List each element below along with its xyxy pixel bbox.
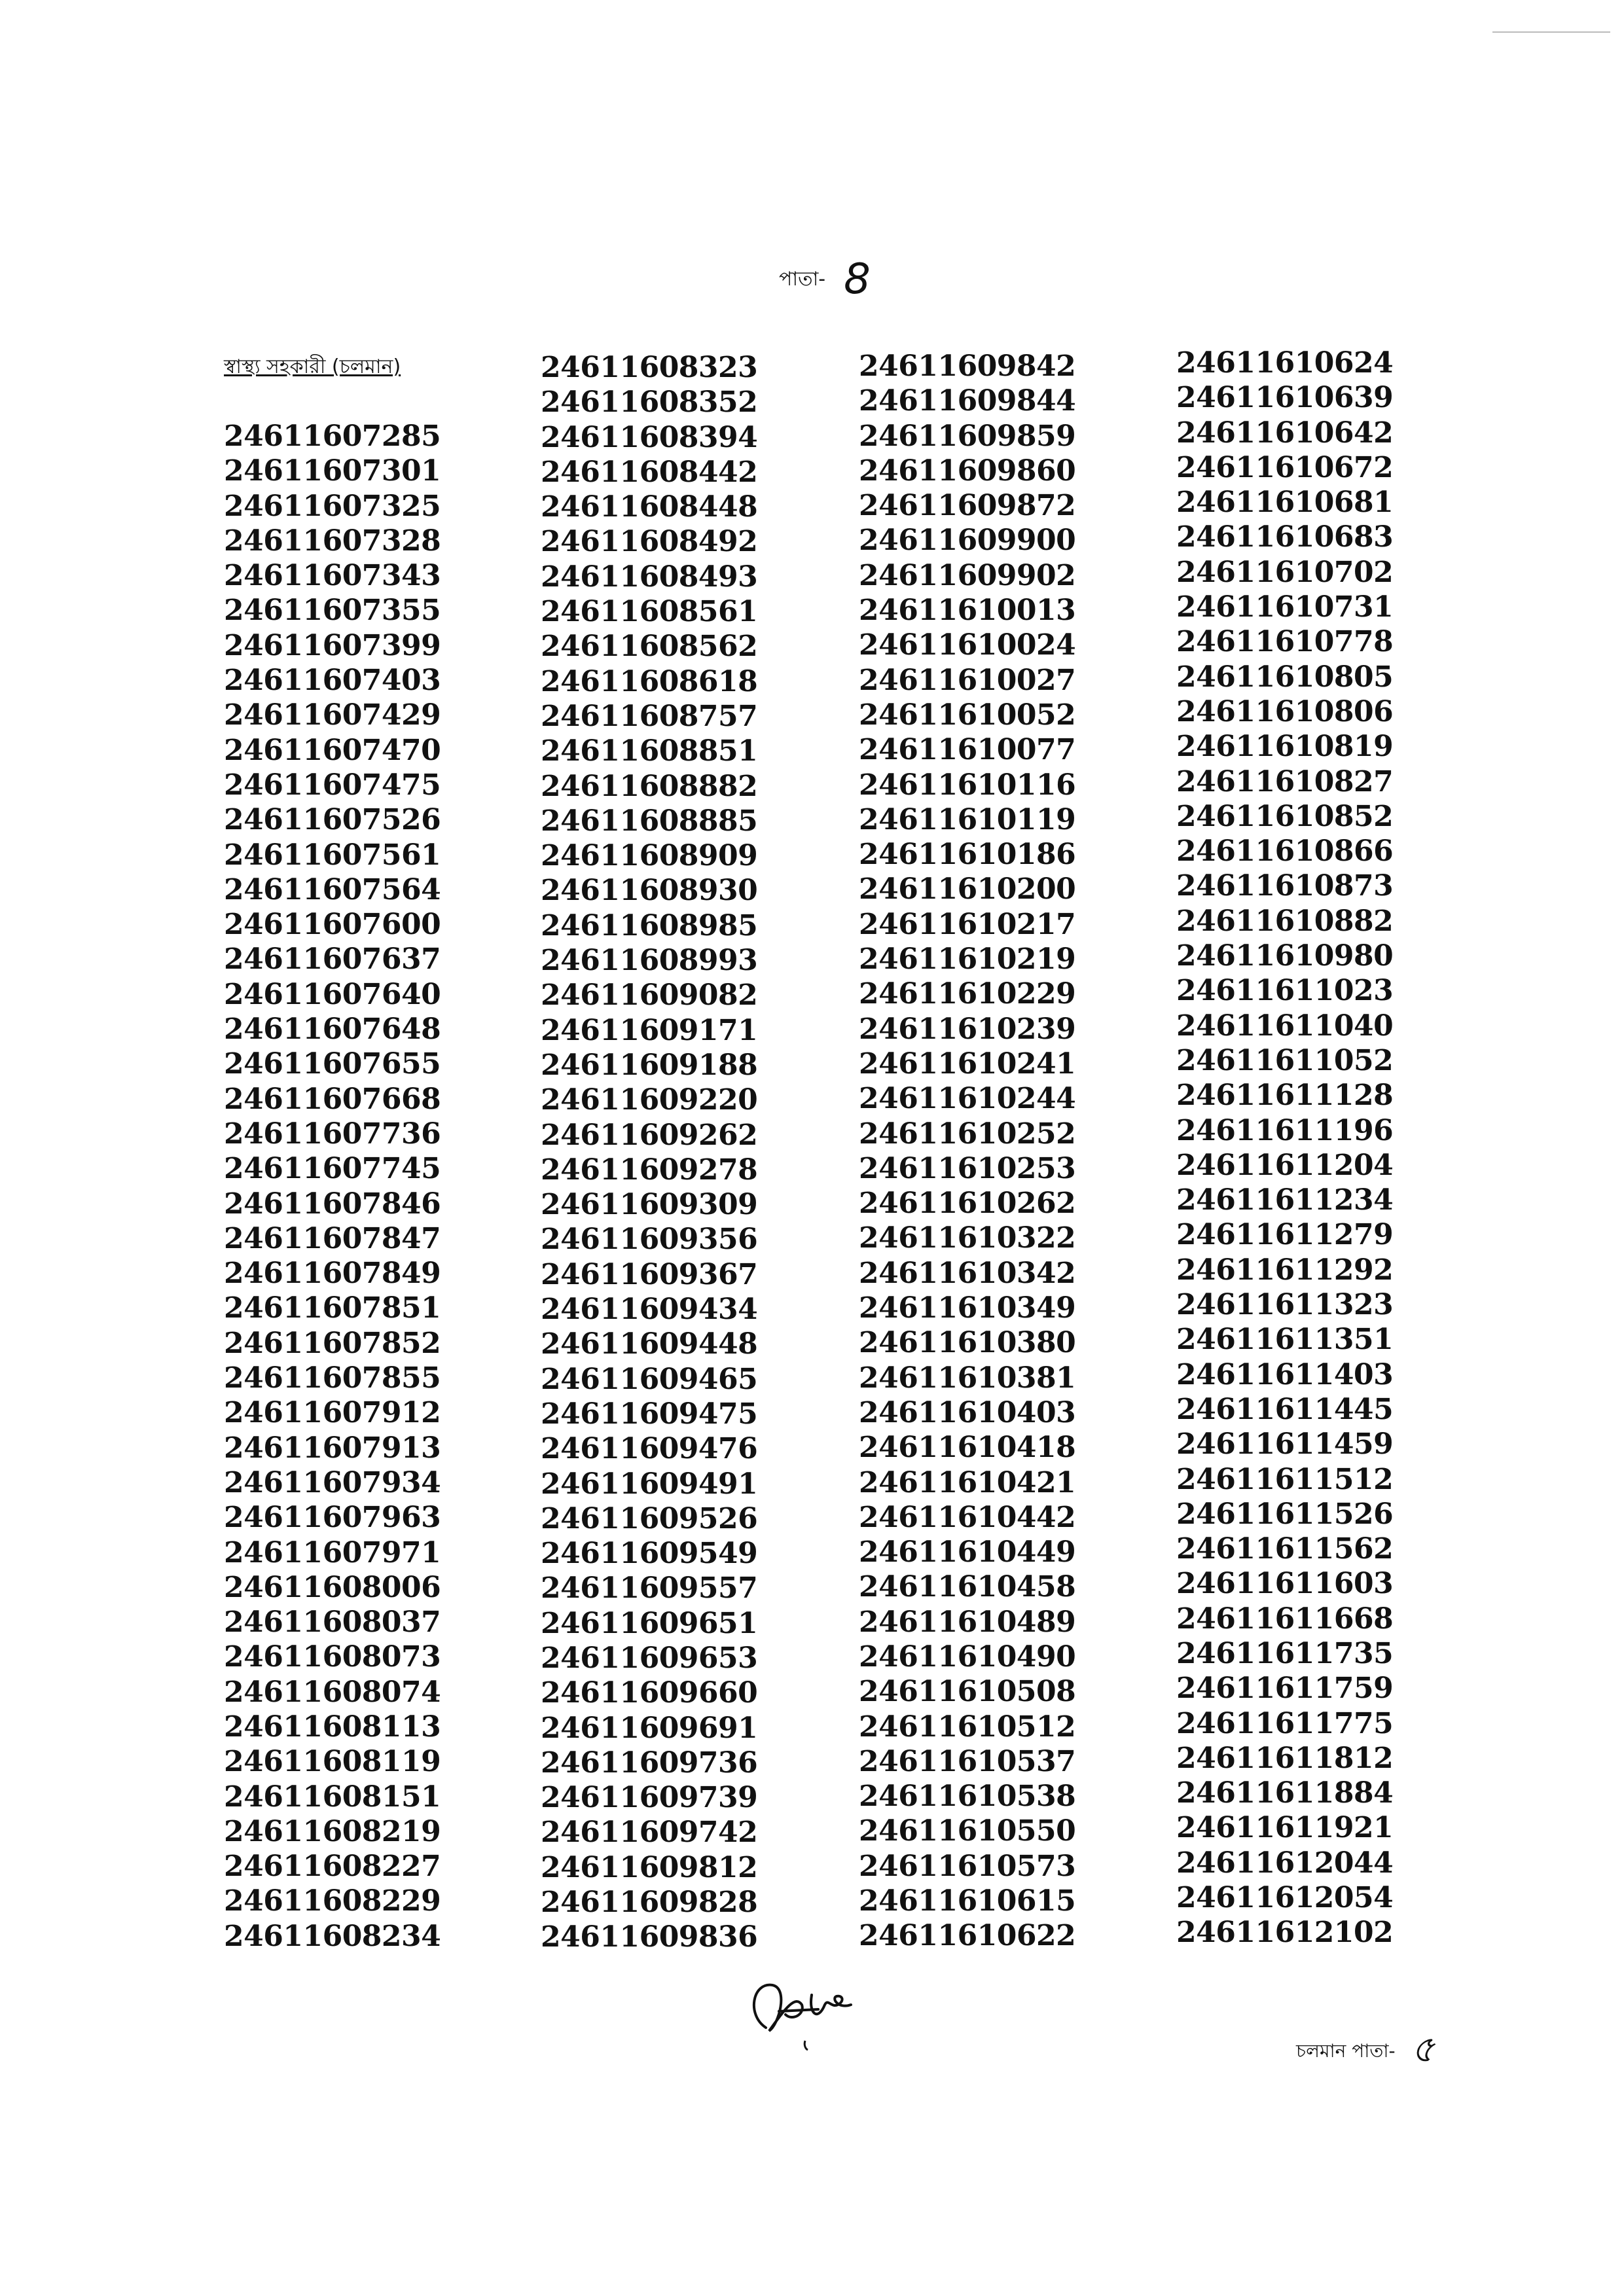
roll-number: 24611611128 <box>1176 1079 1394 1113</box>
roll-number: 24611608492 <box>541 525 758 559</box>
roll-number: 24611610852 <box>1176 799 1394 833</box>
roll-number: 24611607912 <box>224 1396 441 1430</box>
roll-number: 24611610624 <box>1176 346 1394 380</box>
roll-number: 24611609902 <box>859 558 1076 592</box>
roll-number: 24611610013 <box>859 594 1076 628</box>
roll-number: 24611610573 <box>859 1849 1076 1883</box>
roll-number: 24611608618 <box>541 664 758 698</box>
roll-number: 24611608448 <box>541 490 758 524</box>
roll-number: 24611611292 <box>1176 1253 1394 1287</box>
roll-number: 24611611759 <box>1176 1672 1394 1706</box>
roll-number: 24611610116 <box>859 768 1076 802</box>
roll-number: 24611609082 <box>541 978 758 1013</box>
roll-number: 24611607913 <box>224 1431 441 1465</box>
roll-number: 24611610186 <box>859 838 1076 872</box>
roll-number: 24611609465 <box>541 1362 758 1396</box>
roll-number: 24611607600 <box>224 908 441 942</box>
roll-number: 24611608442 <box>541 455 758 489</box>
roll-number: 24611610381 <box>859 1361 1076 1395</box>
roll-number: 24611609736 <box>541 1746 758 1780</box>
roll-number: 24611610458 <box>859 1570 1076 1604</box>
roll-number: 24611611884 <box>1176 1776 1394 1810</box>
roll-number: 24611610239 <box>859 1012 1076 1046</box>
roll-number: 24611607325 <box>224 489 441 523</box>
roll-number: 24611607355 <box>224 594 441 628</box>
roll-number: 24611611512 <box>1176 1462 1394 1496</box>
roll-number: 24611610615 <box>859 1884 1076 1918</box>
roll-number: 24611610442 <box>859 1500 1076 1534</box>
roll-number: 24611611196 <box>1176 1113 1394 1147</box>
roll-number: 24611610024 <box>859 628 1076 662</box>
roll-number: 24611608882 <box>541 769 758 803</box>
roll-number: 24611607934 <box>224 1465 441 1499</box>
roll-number: 24611608323 <box>541 351 758 384</box>
roll-number: 24611610027 <box>859 663 1076 697</box>
roll-number: 24611609859 <box>859 419 1076 453</box>
roll-number: 24611608219 <box>224 1814 441 1848</box>
roll-number: 24611611204 <box>1176 1148 1394 1182</box>
roll-number: 24611609171 <box>541 1013 758 1047</box>
roll-number: 24611609309 <box>541 1188 758 1222</box>
roll-number: 24611610342 <box>859 1256 1076 1290</box>
roll-number: 24611611526 <box>1176 1497 1394 1531</box>
roll-number: 24611610349 <box>859 1291 1076 1325</box>
roll-number: 24611609742 <box>541 1816 758 1850</box>
roll-number: 24611609278 <box>541 1153 758 1187</box>
roll-number: 24611607640 <box>224 977 441 1011</box>
roll-number: 24611611603 <box>1176 1567 1394 1601</box>
roll-number: 24611611351 <box>1176 1323 1394 1357</box>
roll-number: 24611607963 <box>224 1501 441 1535</box>
roll-number: 24611609660 <box>541 1676 758 1710</box>
roll-number: 24611610077 <box>859 733 1076 767</box>
roll-number: 24611610537 <box>859 1744 1076 1778</box>
roll-number: 24611609828 <box>541 1886 758 1920</box>
roll-number: 24611611403 <box>1176 1357 1394 1391</box>
roll-number: 24611610252 <box>859 1117 1076 1151</box>
roll-number: 24611611052 <box>1176 1043 1394 1077</box>
roll-number: 24611611445 <box>1176 1392 1394 1426</box>
roll-number: 24611609651 <box>541 1606 758 1640</box>
roll-number: 24611609842 <box>859 350 1076 383</box>
roll-number: 24611607668 <box>224 1082 441 1116</box>
scan-edge-line <box>1492 31 1610 33</box>
roll-number: 24611611735 <box>1176 1636 1394 1670</box>
roll-number: 24611608151 <box>224 1780 441 1814</box>
roll-number: 24611610512 <box>859 1710 1076 1744</box>
roll-number: 24611610403 <box>859 1395 1076 1429</box>
roll-number: 24611607399 <box>224 628 441 662</box>
roll-number: 24611610490 <box>859 1640 1076 1674</box>
roll-number: 24611610882 <box>1176 904 1394 938</box>
roll-number: 24611610200 <box>859 872 1076 906</box>
roll-number: 24611609872 <box>859 489 1076 523</box>
roll-number: 24611608561 <box>541 595 758 629</box>
continued-page-note <box>1296 2021 1435 2083</box>
roll-number: 24611610418 <box>859 1431 1076 1465</box>
roll-number: 24611607470 <box>224 733 441 767</box>
roll-number: 24611607403 <box>224 664 441 698</box>
roll-number: 24611608352 <box>541 386 758 420</box>
roll-number: 24611609557 <box>541 1571 758 1605</box>
roll-number: 24611610639 <box>1176 381 1394 415</box>
roll-number: 24611611234 <box>1176 1183 1394 1217</box>
continued-page-number: ৫ <box>1411 2028 1435 2071</box>
roll-number: 24611609653 <box>541 1641 758 1675</box>
roll-number: 24611610449 <box>859 1535 1076 1570</box>
roll-number: 24611609476 <box>541 1432 758 1466</box>
roll-number: 24611609491 <box>541 1467 758 1501</box>
roll-number: 24611607429 <box>224 698 441 732</box>
roll-number: 24611608073 <box>224 1640 441 1674</box>
roll-number: 24611611040 <box>1176 1009 1394 1043</box>
roll-number: 24611609526 <box>541 1501 758 1535</box>
roll-number: 24611608227 <box>224 1850 441 1884</box>
roll-number: 24611610253 <box>859 1151 1076 1185</box>
roll-number: 24611609448 <box>541 1327 758 1361</box>
roll-number: 24611607301 <box>224 454 441 488</box>
roll-number: 24611607736 <box>224 1117 441 1151</box>
roll-number: 24611610980 <box>1176 939 1394 973</box>
roll-number: 24611610119 <box>859 802 1076 836</box>
roll-number: 24611608119 <box>224 1745 441 1779</box>
roll-number: 24611611562 <box>1176 1532 1394 1566</box>
roll-number: 24611611812 <box>1176 1741 1394 1775</box>
roll-number: 24611609900 <box>859 524 1076 558</box>
roll-number: 24611610489 <box>859 1605 1076 1639</box>
roll-number: 24611610538 <box>859 1780 1076 1814</box>
roll-number: 24611612102 <box>1176 1916 1394 1950</box>
roll-number: 24611607971 <box>224 1535 441 1570</box>
roll-number: 24611610681 <box>1176 486 1394 520</box>
roll-number: 24611607526 <box>224 803 441 837</box>
roll-number: 24611609549 <box>541 1537 758 1571</box>
roll-number: 24611607343 <box>224 559 441 593</box>
roll-number: 24611610731 <box>1176 590 1394 624</box>
roll-number: 24611609220 <box>541 1083 758 1117</box>
roll-column-1 <box>224 419 441 1954</box>
roll-number: 24611611775 <box>1176 1706 1394 1740</box>
roll-number: 24611608037 <box>224 1605 441 1640</box>
roll-number: 24611607475 <box>224 768 441 802</box>
roll-number: 24611608229 <box>224 1884 441 1918</box>
roll-number: 24611607655 <box>224 1047 441 1081</box>
roll-number: 24611610642 <box>1176 416 1394 450</box>
roll-number: 24611610052 <box>859 698 1076 732</box>
roll-number: 24611610819 <box>1176 730 1394 764</box>
roll-number: 24611609812 <box>541 1850 758 1884</box>
roll-number: 24611610322 <box>859 1221 1076 1255</box>
roll-number: 24611607847 <box>224 1221 441 1255</box>
roll-number: 24611608113 <box>224 1710 441 1744</box>
roll-number: 24611608493 <box>541 560 758 594</box>
roll-column-3 <box>859 349 1075 1954</box>
roll-number: 24611612044 <box>1176 1846 1394 1880</box>
roll-number: 24611611921 <box>1176 1811 1394 1845</box>
roll-column-4 <box>1176 346 1393 1950</box>
roll-number: 24611610683 <box>1176 520 1394 554</box>
roll-number: 24611609367 <box>541 1257 758 1291</box>
roll-number: 24611610672 <box>1176 450 1394 484</box>
roll-column-2 <box>541 350 757 1955</box>
roll-number: 24611607851 <box>224 1291 441 1325</box>
roll-number: 24611610805 <box>1176 660 1394 694</box>
roll-number: 24611609836 <box>541 1920 758 1954</box>
roll-number: 24611608885 <box>541 804 758 838</box>
roll-number: 24611608909 <box>541 839 758 873</box>
continued-label: চলমান পাতা- <box>1296 2039 1396 2062</box>
roll-number: 24611609475 <box>541 1397 758 1431</box>
roll-number: 24611608394 <box>541 420 758 454</box>
roll-number: 24611610866 <box>1176 834 1394 869</box>
roll-number: 24611608757 <box>541 699 758 733</box>
roll-number: 24611609356 <box>541 1223 758 1257</box>
roll-number: 24611607849 <box>224 1257 441 1291</box>
roll-number: 24611610217 <box>859 907 1076 941</box>
roll-number: 24611610806 <box>1176 694 1394 728</box>
roll-number: 24611610827 <box>1176 764 1394 798</box>
roll-number: 24611608993 <box>541 944 758 978</box>
roll-number: 24611607285 <box>224 420 441 453</box>
roll-number: 24611610622 <box>859 1919 1076 1953</box>
roll-number: 24611610550 <box>859 1814 1076 1848</box>
roll-number: 24611607561 <box>224 838 441 872</box>
page-number-value: 8 <box>844 255 871 304</box>
roll-number: 24611610508 <box>859 1675 1076 1709</box>
roll-number: 24611607855 <box>224 1361 441 1395</box>
roll-number: 24611609844 <box>859 384 1076 418</box>
roll-number: 24611608930 <box>541 874 758 908</box>
roll-number: 24611612054 <box>1176 1881 1394 1915</box>
roll-number: 24611611023 <box>1176 974 1394 1008</box>
roll-number: 24611611279 <box>1176 1218 1394 1252</box>
roll-number: 24611608006 <box>224 1570 441 1604</box>
roll-number: 24611610262 <box>859 1187 1076 1221</box>
roll-number: 24611608234 <box>224 1919 441 1953</box>
roll-number: 24611610380 <box>859 1326 1076 1360</box>
roll-number: 24611610702 <box>1176 555 1394 589</box>
roll-number: 24611607852 <box>224 1326 441 1360</box>
roll-number: 24611610873 <box>1176 869 1394 903</box>
roll-number: 24611609860 <box>859 454 1076 488</box>
roll-number: 24611609188 <box>541 1048 758 1082</box>
roll-number: 24611607637 <box>224 942 441 977</box>
roll-number: 24611610421 <box>859 1465 1076 1499</box>
page-label: পাতা- <box>779 267 826 291</box>
roll-number: 24611610229 <box>859 977 1076 1011</box>
roll-number: 24611608851 <box>541 734 758 768</box>
roll-number: 24611608562 <box>541 630 758 664</box>
roll-number: 24611611323 <box>1176 1288 1394 1322</box>
roll-number: 24611610219 <box>859 942 1076 977</box>
signature <box>740 1969 884 2054</box>
roll-number: 24611607564 <box>224 872 441 906</box>
roll-number: 24611609691 <box>541 1711 758 1745</box>
roll-number: 24611607648 <box>224 1013 441 1047</box>
section-heading: স্বাস্থ্য সহকারী (চলমান) <box>224 355 401 378</box>
roll-number: 24611607846 <box>224 1187 441 1221</box>
roll-number: 24611611459 <box>1176 1427 1394 1462</box>
roll-number: 24611609262 <box>541 1118 758 1152</box>
roll-number: 24611607328 <box>224 524 441 558</box>
roll-number: 24611607745 <box>224 1152 441 1186</box>
roll-number: 24611609434 <box>541 1293 758 1327</box>
roll-number: 24611609739 <box>541 1781 758 1815</box>
roll-number: 24611610241 <box>859 1047 1076 1081</box>
roll-number: 24611610244 <box>859 1082 1076 1116</box>
roll-number: 24611608074 <box>224 1675 441 1709</box>
page-number <box>779 255 871 304</box>
roll-number: 24611611668 <box>1176 1602 1394 1636</box>
roll-number: 24611610778 <box>1176 625 1394 659</box>
roll-number: 24611608985 <box>541 908 758 942</box>
